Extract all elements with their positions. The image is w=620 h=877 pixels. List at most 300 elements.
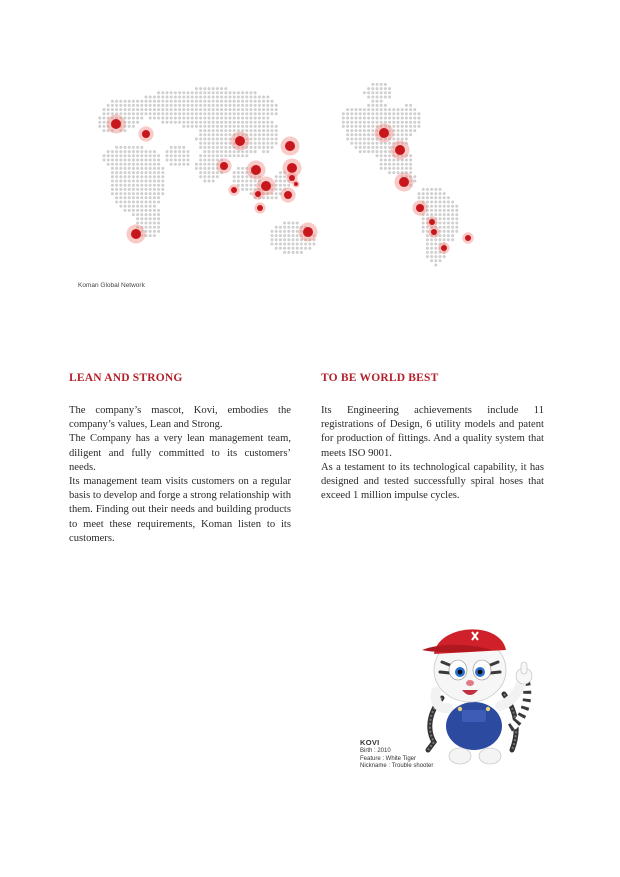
map-dot <box>115 188 118 191</box>
map-dot <box>199 129 202 132</box>
map-dot <box>203 117 206 120</box>
map-dot <box>199 96 202 99</box>
map-dot <box>434 209 437 212</box>
map-dot <box>409 133 412 136</box>
map-dot <box>212 159 215 162</box>
map-dot <box>266 150 269 153</box>
map-dot <box>258 138 261 141</box>
map-dot <box>157 117 160 120</box>
map-dot <box>388 108 391 111</box>
map-dot <box>405 104 408 107</box>
map-dot <box>346 133 349 136</box>
lean-paragraph: The company’s mascot, Kovi, embodies the company’s values, Lean and Strong. <box>69 405 291 431</box>
map-location-marker <box>303 227 313 237</box>
map-dot <box>271 234 274 237</box>
map-dot <box>182 163 185 166</box>
map-dot <box>140 112 143 115</box>
map-dot <box>216 150 219 153</box>
map-dot <box>111 175 114 178</box>
map-dot <box>166 121 169 124</box>
map-dot <box>409 129 412 132</box>
map-dot <box>220 125 223 128</box>
map-dot <box>203 112 206 115</box>
map-dot <box>413 121 416 124</box>
map-dot <box>124 188 127 191</box>
map-dot <box>203 150 206 153</box>
map-dot <box>203 154 206 157</box>
map-dot <box>401 121 404 124</box>
map-dot <box>346 112 349 115</box>
map-dot <box>220 108 223 111</box>
map-dot <box>208 96 211 99</box>
map-dot <box>271 133 274 136</box>
map-dot <box>149 171 152 174</box>
map-dot <box>111 163 114 166</box>
map-dot <box>413 175 416 178</box>
map-dot <box>245 121 248 124</box>
map-dot <box>203 167 206 170</box>
map-dot <box>161 91 164 94</box>
map-dot <box>250 138 253 141</box>
map-dot <box>262 150 265 153</box>
map-dot <box>367 96 370 99</box>
map-dot <box>178 108 181 111</box>
map-dot <box>170 163 173 166</box>
map-dot <box>439 213 442 216</box>
map-dot <box>355 117 358 120</box>
map-dot <box>384 117 387 120</box>
map-dot <box>128 100 131 103</box>
map-dot <box>279 226 282 229</box>
map-dot <box>439 217 442 220</box>
map-dot <box>237 96 240 99</box>
map-dot <box>115 201 118 204</box>
map-dot <box>132 146 135 149</box>
map-dot <box>140 192 143 195</box>
map-dot <box>430 209 433 212</box>
map-dot <box>262 117 265 120</box>
map-dot <box>174 154 177 157</box>
map-dot <box>149 222 152 225</box>
map-dot <box>103 112 106 115</box>
map-dot <box>157 163 160 166</box>
map-dot <box>174 100 177 103</box>
map-dot <box>296 247 299 250</box>
map-dot <box>392 163 395 166</box>
map-dot <box>199 138 202 141</box>
map-dot <box>136 184 139 187</box>
map-dot <box>380 104 383 107</box>
map-dot <box>443 196 446 199</box>
map-dot <box>166 96 169 99</box>
map-dot <box>283 175 286 178</box>
map-dot <box>170 96 173 99</box>
map-dot <box>212 91 215 94</box>
map-dot <box>455 213 458 216</box>
map-dot <box>451 238 454 241</box>
map-dot <box>170 146 173 149</box>
map-dot <box>161 188 164 191</box>
kovi-name: KOVI <box>360 738 380 747</box>
map-dot <box>397 129 400 132</box>
map-dot <box>195 108 198 111</box>
map-dot <box>224 91 227 94</box>
map-dot <box>283 234 286 237</box>
map-dot <box>149 201 152 204</box>
map-dot <box>170 91 173 94</box>
map-dot <box>140 180 143 183</box>
map-dot <box>182 159 185 162</box>
map-dot <box>187 108 190 111</box>
map-dot <box>434 259 437 262</box>
map-dot <box>258 133 261 136</box>
map-dot <box>409 108 412 111</box>
map-dot <box>220 150 223 153</box>
map-dot <box>359 117 362 120</box>
map-dot <box>166 112 169 115</box>
map-dot <box>229 96 232 99</box>
map-dot <box>220 104 223 107</box>
map-dot <box>292 234 295 237</box>
map-dot <box>224 100 227 103</box>
map-dot <box>262 121 265 124</box>
map-location-marker <box>142 130 150 138</box>
map-dot <box>191 96 194 99</box>
map-dot <box>170 108 173 111</box>
map-dot <box>149 213 152 216</box>
map-dot <box>371 108 374 111</box>
map-dot <box>434 255 437 258</box>
map-dot <box>153 192 156 195</box>
map-dot <box>199 163 202 166</box>
map-dot <box>145 180 148 183</box>
map-dot <box>161 100 164 103</box>
map-dot <box>229 133 232 136</box>
map-dot <box>208 150 211 153</box>
map-dot <box>182 91 185 94</box>
map-dot <box>149 117 152 120</box>
map-dot <box>212 138 215 141</box>
map-dot <box>136 192 139 195</box>
map-dot <box>241 180 244 183</box>
map-dot <box>279 238 282 241</box>
map-dot <box>203 133 206 136</box>
map-dot <box>145 167 148 170</box>
map-dot <box>187 121 190 124</box>
map-dot <box>145 205 148 208</box>
map-dot <box>237 108 240 111</box>
map-dot <box>233 150 236 153</box>
map-dot <box>292 238 295 241</box>
map-dot <box>174 112 177 115</box>
map-dot <box>208 133 211 136</box>
map-dot <box>153 226 156 229</box>
map-dot <box>124 205 127 208</box>
map-dot <box>145 112 148 115</box>
map-dot <box>111 150 114 153</box>
map-dot <box>380 112 383 115</box>
map-dot <box>275 180 278 183</box>
map-dot <box>132 112 135 115</box>
map-dot <box>430 205 433 208</box>
map-dot <box>443 226 446 229</box>
map-dot <box>132 159 135 162</box>
map-dot <box>115 150 118 153</box>
map-dot <box>262 96 265 99</box>
map-dot <box>405 112 408 115</box>
map-dot <box>153 196 156 199</box>
map-dot <box>103 108 106 111</box>
map-dot <box>195 112 198 115</box>
map-dot <box>447 205 450 208</box>
map-dot <box>245 100 248 103</box>
map-dot <box>350 142 353 145</box>
map-dot <box>245 104 248 107</box>
map-dot <box>405 167 408 170</box>
map-dot <box>111 184 114 187</box>
map-dot <box>392 171 395 174</box>
map-dot <box>451 209 454 212</box>
map-dot <box>363 133 366 136</box>
map-dot <box>103 159 106 162</box>
map-dot <box>443 234 446 237</box>
map-dot <box>371 117 374 120</box>
map-dot <box>187 154 190 157</box>
map-dot <box>119 159 122 162</box>
map-dot <box>380 159 383 162</box>
map-dot <box>115 171 118 174</box>
map-dot <box>388 91 391 94</box>
map-dot <box>262 138 265 141</box>
map-dot <box>409 167 412 170</box>
map-dot <box>212 146 215 149</box>
map-dot <box>237 167 240 170</box>
map-dot <box>216 96 219 99</box>
map-dot <box>418 192 421 195</box>
map-dot <box>254 146 257 149</box>
map-dot <box>384 154 387 157</box>
map-dot <box>405 125 408 128</box>
map-dot <box>287 238 290 241</box>
map-dot <box>224 129 227 132</box>
map-dot <box>355 108 358 111</box>
map-dot <box>388 112 391 115</box>
map-dot <box>271 100 274 103</box>
map-dot <box>451 213 454 216</box>
map-dot <box>439 196 442 199</box>
map-dot <box>439 192 442 195</box>
map-dot <box>145 171 148 174</box>
map-dot <box>380 96 383 99</box>
map-dot <box>140 188 143 191</box>
map-dot <box>224 108 227 111</box>
map-dot <box>224 104 227 107</box>
map-dot <box>199 112 202 115</box>
map-dot <box>191 117 194 120</box>
map-dot <box>241 125 244 128</box>
map-dot <box>136 108 139 111</box>
map-dot <box>275 238 278 241</box>
map-dot <box>422 196 425 199</box>
map-dot <box>195 163 198 166</box>
map-dot <box>422 188 425 191</box>
map-location-marker <box>399 177 409 187</box>
map-dot <box>132 150 135 153</box>
map-dot <box>359 125 362 128</box>
map-dot <box>157 222 160 225</box>
map-dot <box>283 238 286 241</box>
map-dot <box>128 108 131 111</box>
map-dot <box>212 180 215 183</box>
map-dot <box>245 154 248 157</box>
map-dot <box>224 133 227 136</box>
map-dot <box>119 175 122 178</box>
map-dot <box>178 154 181 157</box>
map-location-marker <box>235 136 245 146</box>
map-dot <box>170 121 173 124</box>
map-dot <box>161 96 164 99</box>
map-dot <box>418 117 421 120</box>
map-dot <box>418 125 421 128</box>
map-dot <box>287 234 290 237</box>
map-dot <box>434 201 437 204</box>
map-dot <box>208 167 211 170</box>
map-dot <box>203 125 206 128</box>
map-dot <box>128 192 131 195</box>
map-dot <box>157 188 160 191</box>
map-dot <box>157 167 160 170</box>
map-dot <box>287 222 290 225</box>
map-dot <box>153 108 156 111</box>
map-dot <box>212 96 215 99</box>
map-dot <box>132 184 135 187</box>
map-dot <box>140 154 143 157</box>
map-dot <box>166 150 169 153</box>
map-dot <box>132 209 135 212</box>
map-dot <box>439 209 442 212</box>
map-dot <box>241 150 244 153</box>
map-dot <box>439 188 442 191</box>
map-dot <box>434 251 437 254</box>
map-dot <box>346 108 349 111</box>
map-dot <box>262 142 265 145</box>
map-dot <box>283 251 286 254</box>
map-dot <box>434 264 437 267</box>
map-dot <box>405 159 408 162</box>
kovi-nickname: Nickname : Trouble shooter <box>360 763 434 769</box>
map-dot <box>371 125 374 128</box>
map-dot <box>367 108 370 111</box>
map-dot <box>161 112 164 115</box>
map-dot <box>241 117 244 120</box>
map-dot <box>250 104 253 107</box>
map-dot <box>98 117 101 120</box>
map-dot <box>178 104 181 107</box>
map-dot <box>300 247 303 250</box>
map-dot <box>283 180 286 183</box>
map-dot <box>254 133 257 136</box>
map-dot <box>455 230 458 233</box>
map-dot <box>304 243 307 246</box>
map-dot <box>174 150 177 153</box>
map-dot <box>401 125 404 128</box>
map-dot <box>388 159 391 162</box>
map-dot <box>115 100 118 103</box>
map-dot <box>170 150 173 153</box>
map-dot <box>376 154 379 157</box>
map-dot <box>157 213 160 216</box>
lean-and-strong-heading: LEAN AND STRONG <box>69 372 183 384</box>
map-dot <box>371 87 374 90</box>
map-dot <box>401 108 404 111</box>
map-dot <box>250 125 253 128</box>
map-dot <box>380 146 383 149</box>
map-dot <box>447 226 450 229</box>
map-dot <box>124 112 127 115</box>
world-best-heading: TO BE WORLD BEST <box>321 372 439 384</box>
map-dot <box>397 138 400 141</box>
map-dot <box>224 121 227 124</box>
map-dot <box>132 180 135 183</box>
map-dot <box>384 167 387 170</box>
map-dot <box>136 196 139 199</box>
map-dot <box>426 188 429 191</box>
map-location-marker <box>395 145 405 155</box>
map-dot <box>157 226 160 229</box>
map-dot <box>220 87 223 90</box>
world-best-paragraph: As a testament to its technological capability, it has designed and tested successfully spiral hoses that exceed 1 million impulse cycles. <box>321 461 544 502</box>
map-dot <box>300 243 303 246</box>
map-dot <box>451 205 454 208</box>
map-dot <box>119 201 122 204</box>
map-dot <box>115 184 118 187</box>
map-dot <box>132 125 135 128</box>
map-dot <box>140 184 143 187</box>
map-dot <box>107 112 110 115</box>
map-location-marker <box>255 191 261 197</box>
map-dot <box>401 117 404 120</box>
map-dot <box>149 159 152 162</box>
map-dot <box>157 112 160 115</box>
map-dot <box>258 112 261 115</box>
map-dot <box>170 100 173 103</box>
map-dot <box>455 209 458 212</box>
map-dot <box>409 171 412 174</box>
map-dot <box>233 100 236 103</box>
map-dot <box>115 104 118 107</box>
world-best-section <box>321 372 544 503</box>
map-dot <box>350 108 353 111</box>
map-dot <box>161 167 164 170</box>
map-dot <box>237 100 240 103</box>
map-dot <box>128 175 131 178</box>
map-dot <box>313 243 316 246</box>
map-dot <box>363 121 366 124</box>
map-dot <box>380 108 383 111</box>
map-dot <box>153 154 156 157</box>
map-dot <box>199 121 202 124</box>
map-dot <box>384 163 387 166</box>
map-dot <box>140 222 143 225</box>
map-dot <box>170 159 173 162</box>
map-dot <box>430 188 433 191</box>
map-dot <box>350 133 353 136</box>
map-dot <box>279 184 282 187</box>
map-dot <box>233 117 236 120</box>
map-dot <box>250 100 253 103</box>
map-dot <box>119 163 122 166</box>
map-dot <box>124 184 127 187</box>
